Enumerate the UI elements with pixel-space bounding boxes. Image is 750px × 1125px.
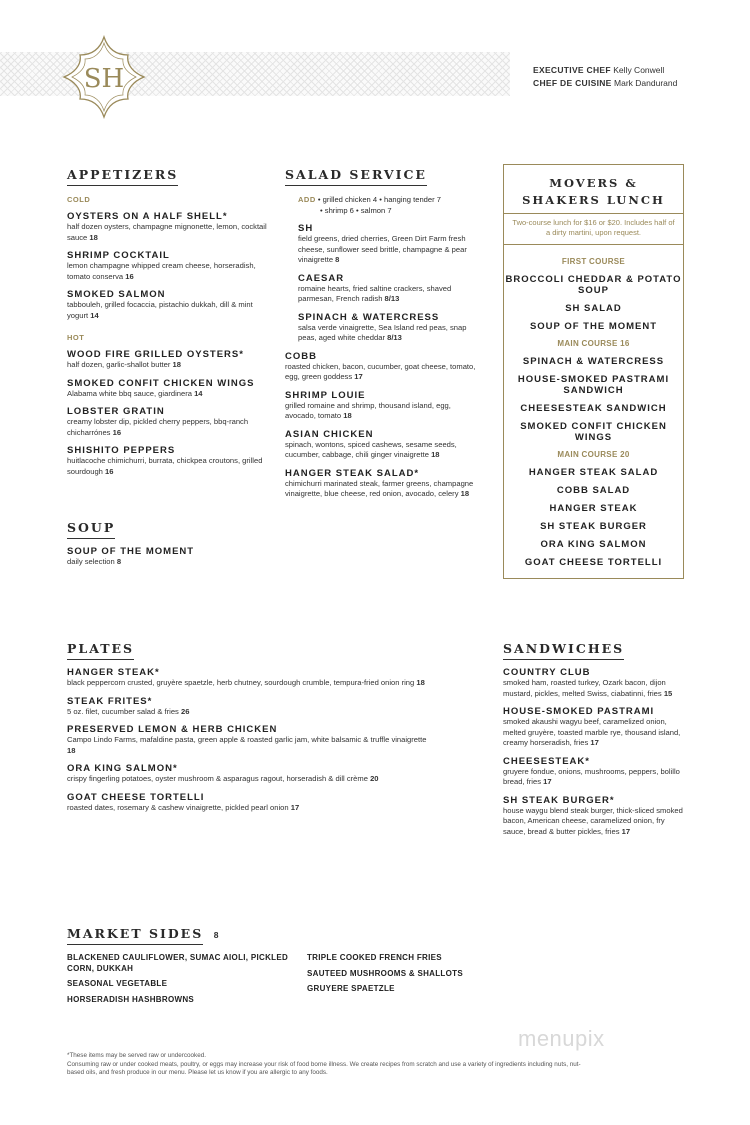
menu-item-desc: field greens, dried cherries, Green Dirt Farm fresh cheese, sunflower seed brittle, champagne & pear vinaigrette 8: [298, 234, 467, 264]
menu-item-shishito-peppers: [67, 445, 267, 477]
menu-item-cheesesteak: [503, 756, 683, 788]
menu-item-ora-king-salmon: [67, 763, 427, 785]
soup-section: [67, 519, 267, 568]
main-course-16-label: MAIN COURSE 16: [557, 339, 630, 348]
lunch-item-sh-salad: SH SALAD: [565, 303, 622, 314]
hot-label: HOT: [67, 333, 85, 342]
sandwiches-title: SANDWICHES: [503, 641, 624, 660]
menu-item-name: SH STEAK BURGER*: [503, 794, 615, 806]
menu-item-price: 26: [180, 706, 190, 716]
menu-item-smoked-salmon: [67, 289, 267, 321]
lunch-item-broccoli-cheddar-potato-soup: BROCCOLI CHEDDAR & POTATO SOUP: [505, 274, 682, 296]
exec-chef-name: Kelly Conwell: [613, 65, 665, 75]
cdc-label: CHEF DE CUISINE: [533, 78, 612, 88]
lunch-rule-bottom: [504, 244, 683, 245]
menu-item-desc: romaine hearts, fried saltine crackers, shaved parmesan, French radish 8/13: [298, 283, 452, 303]
menu-item-price: 15: [663, 688, 673, 698]
appetizers-section: [67, 166, 267, 477]
menu-item-desc: salsa verde vinaigrette, Sea Island red peas, snap peas, aged white cheddar 8/13: [298, 322, 467, 342]
appetizers-title: APPETIZERS: [67, 167, 178, 186]
lunch-item-spinach-watercress: SPINACH & WATERCRESS: [522, 356, 665, 367]
menu-item-soup-of-the-moment: [67, 546, 267, 568]
menu-item-desc: Alabama white bbq sauce, giardinera 14: [67, 388, 203, 398]
menu-item-desc: grilled romaine and shrimp, thousand island, egg, avocado, tomato 18: [285, 400, 451, 420]
menu-item-price: 8/13: [387, 333, 402, 342]
lunch-title-line1: MOVERS &: [549, 176, 638, 190]
lunch-item-soup-of-the-moment: SOUP OF THE MOMENT: [529, 321, 658, 332]
side-blackened-cauliflower-sumac-aioli-pickled-corn-dukkah: BLACKENED CAULIFLOWER, SUMAC AIOLI, PICKLED CORN, DUKKAH: [67, 953, 289, 973]
menu-item-name: STEAK FRITES*: [67, 695, 153, 707]
cold-label: COLD: [67, 195, 91, 204]
menu-item-desc: chimichurri marinated steak, farmer greens, champagne vinaigrette, blue cheese, red onion, avocado, celery 18: [285, 478, 474, 498]
menu-item-desc: half dozen, garlic-shallot butter 18: [67, 360, 181, 369]
menu-item-price: 14: [194, 388, 203, 398]
menu-item-price: 18: [460, 489, 470, 498]
sandwiches-section: [503, 640, 683, 837]
salad-add-ons: [285, 194, 483, 216]
add-label: ADD: [298, 195, 316, 204]
side-gruyere-spaetzle: GRUYERE SPAETZLE: [307, 984, 395, 993]
menu-item-desc: black peppercorn crusted, gruyère spaetzle, herb chutney, sourdough crumble, tempura-fried onion ring 18: [67, 678, 425, 687]
menu-item-price: 17: [543, 777, 552, 786]
soup-title: SOUP: [67, 520, 115, 539]
footer-line-1: *These items may be served raw or undercooked.: [67, 1052, 206, 1059]
menu-item-name: SHRIMP COCKTAIL: [67, 250, 170, 261]
menu-item-desc: smoked ham, roasted turkey, Ozark bacon, dijon mustard, pickles, melted Swiss, ciabatinni, fries 15: [503, 678, 673, 698]
menu-item-price: 14: [90, 310, 99, 320]
menu-item-price: 18: [67, 745, 76, 755]
menu-item-name: OYSTERS ON A HALF SHELL*: [67, 211, 228, 222]
menu-item-preserved-lemon-herb-chicken: [67, 724, 427, 756]
side-horseradish-hashbrowns: HORSERADISH HASHBROWNS: [67, 994, 195, 1004]
menu-item-name: ORA KING SALMON*: [67, 763, 178, 774]
lunch-box: [503, 164, 684, 579]
menu-item-cobb: [285, 351, 483, 383]
menu-item-spinach-watercress: [298, 312, 483, 344]
menu-item-price: 18: [416, 678, 425, 687]
menu-item-country-club: [503, 667, 683, 699]
menu-item-name: HANGER STEAK SALAD*: [285, 467, 420, 479]
salad-section: [285, 166, 483, 500]
menu-item-desc: Campo Lindo Farms, mafaldine pasta, green apple & roasted garlic jam, white balsamic & truffle vinaigrette 18: [67, 735, 427, 755]
menu-item-price: 8: [116, 557, 122, 566]
menu-item-name: LOBSTER GRATIN: [67, 406, 165, 417]
menu-item-price: 18: [172, 360, 181, 369]
menu-item-price: 20: [370, 774, 379, 783]
side-triple-cooked-french-fries: TRIPLE COOKED FRENCH FRIES: [307, 953, 442, 962]
plates-title: PLATES: [67, 641, 134, 660]
sides-title: MARKET SIDES: [67, 926, 203, 945]
menu-item-name: SMOKED SALMON: [67, 289, 166, 300]
menu-item-house-smoked-pastrami: [503, 706, 683, 749]
menu-item-shrimp-louie: [285, 390, 483, 422]
menu-item-name: SMOKED CONFIT CHICKEN WINGS: [67, 377, 255, 389]
lunch-item-sh-steak-burger: SH STEAK BURGER: [540, 521, 647, 532]
cdc-name: Mark Dandurand: [614, 78, 678, 88]
lunch-item-smoked-confit-chicken-wings: SMOKED CONFIT CHICKEN WINGS: [520, 421, 667, 443]
menu-item-desc: tabbouleh, grilled focaccia, pistachio dukkah, dill & mint yogurt 14: [67, 300, 253, 320]
add-line-2: • shrimp 6 • salmon 7: [320, 206, 392, 215]
menu-item-name: CHEESESTEAK*: [503, 755, 590, 767]
side-sauteed-mushrooms-shallots: SAUTEED MUSHROOMS & SHALLOTS: [307, 968, 463, 978]
menu-item-desc: spinach, wontons, spiced cashews, sesame seeds, cucumber, cabbage, chili ginger vinaigrette 18: [285, 439, 457, 459]
menu-item-lobster-gratin: [67, 406, 267, 438]
menu-item-price: 8: [335, 255, 340, 264]
side-seasonal-vegetable: SEASONAL VEGETABLE: [67, 979, 168, 988]
menu-item-desc: lemon champagne whipped cream cheese, horseradish, tomato conserva 16: [67, 261, 256, 281]
menu-item-price: 17: [290, 802, 300, 812]
menu-item-price: 8/13: [384, 294, 400, 303]
lunch-item-cheesesteak-sandwich: CHEESESTEAK SANDWICH: [520, 403, 667, 414]
menu-item-steak-frites: [67, 696, 427, 718]
menu-item-hanger-steak: [67, 667, 427, 689]
menu-item-price: 17: [621, 826, 631, 836]
lunch-item-hanger-steak-salad: HANGER STEAK SALAD: [528, 467, 659, 478]
lunch-item-cobb-salad: COBB SALAD: [556, 485, 631, 496]
main-course-20-label: MAIN COURSE 20: [557, 450, 630, 459]
menu-item-price: 16: [125, 271, 134, 281]
footer-disclaimer: [67, 1052, 587, 1078]
menu-item-desc: huitlacoche chimichurri, burrata, chickpea croutons, grilled sourdough 16: [67, 456, 263, 476]
lunch-item-hanger-steak: HANGER STEAK: [549, 503, 638, 514]
menu-item-caesar: [298, 273, 483, 305]
salad-title: SALAD SERVICE: [285, 167, 427, 186]
first-course-label: FIRST COURSE: [561, 257, 626, 266]
menu-item-name: COBB: [285, 350, 317, 362]
menu-item-price: 17: [590, 738, 599, 747]
menu-item-desc: creamy lobster dip, pickled cherry peppers, bbq-ranch chicharrónes 16: [67, 417, 249, 437]
exec-chef-label: EXECUTIVE CHEF: [533, 65, 611, 75]
menu-item-name: WOOD FIRE GRILLED OYSTERS*: [67, 349, 244, 360]
menu-item-asian-chicken: [285, 429, 483, 461]
menu-item-price: 18: [89, 232, 98, 242]
watermark: menupix: [518, 1026, 605, 1051]
menu-item-name: HANGER STEAK*: [67, 667, 160, 678]
menu-item-sh: [298, 223, 483, 266]
menu-item-price: 18: [343, 411, 352, 420]
sh-logo: [62, 35, 146, 119]
menu-item-price: 18: [431, 450, 440, 459]
lunch-item-goat-cheese-tortelli: GOAT CHEESE TORTELLI: [524, 557, 663, 568]
lunch-title-line2: SHAKERS LUNCH: [522, 193, 665, 207]
menu-item-price: 16: [105, 466, 114, 476]
menu-item-name: CAESAR: [298, 272, 345, 284]
menu-item-name: ASIAN CHICKEN: [285, 428, 374, 440]
menu-item-desc: 5 oz. filet, cucumber salad & fries 26: [67, 706, 190, 716]
add-line-1: • grilled chicken 4 • hanging tender 7: [317, 195, 441, 204]
menu-item-desc: half dozen oysters, champagne mignonette, lemon, cocktail sauce 18: [67, 222, 267, 242]
menu-item-oysters-on-a-half-shell: [67, 211, 267, 243]
menu-item-goat-cheese-tortelli: [67, 792, 427, 814]
menu-item-name: COUNTRY CLUB: [503, 667, 591, 678]
menu-item-name: SHRIMP LOUIE: [285, 389, 366, 401]
menu-item-desc: crispy fingerling potatoes, oyster mushroom & asparagus ragout, horseradish & dill crème 20: [67, 774, 379, 783]
footer-line-2: Consuming raw or under cooked meats, poultry, or eggs may increase your risk of food borne illness. We create recipes from scratch and use a variety of ingredients including nuts, nut-based oils, and fresh produce in our menu. Please let us know if you are allergic to any foods.: [67, 1060, 581, 1076]
menu-item-price: 16: [112, 427, 122, 437]
menu-item-price: 17: [354, 372, 363, 381]
lunch-item-house-smoked-pastrami-sandwich: HOUSE-SMOKED PASTRAMI SANDWICH: [517, 374, 670, 396]
menu-item-name: SPINACH & WATERCRESS: [298, 311, 440, 323]
menu-item-desc: roasted dates, rosemary & cashew vinaigrette, pickled pearl onion 17: [67, 802, 300, 812]
sides-price: 8: [213, 930, 219, 940]
menu-item-hanger-steak-salad: [285, 468, 483, 500]
menu-item-name: GOAT CHEESE TORTELLI: [67, 791, 205, 803]
plates-section: [67, 640, 427, 813]
chef-credits: [533, 64, 677, 90]
menu-item-smoked-confit-chicken-wings: [67, 378, 267, 400]
lunch-title: [504, 175, 683, 209]
lunch-note: Two-course lunch for $16 or $20. Includes half of a dirty martini, upon request.: [512, 218, 675, 237]
menu-item-sh-steak-burger: [503, 795, 683, 838]
lunch-item-ora-king-salmon: ORA KING SALMON: [540, 539, 647, 550]
menu-item-name: SHISHITO PEPPERS: [67, 445, 176, 456]
sides-section: [67, 925, 547, 1010]
menu-item-shrimp-cocktail: [67, 250, 267, 282]
menu-item-desc: daily selection 8: [67, 557, 122, 566]
menu-item-name: PRESERVED LEMON & HERB CHICKEN: [67, 724, 278, 735]
logo-text: SH: [83, 64, 125, 94]
menu-item-wood-fire-grilled-oysters: [67, 349, 267, 371]
menu-item-desc: gruyere fondue, onions, mushrooms, peppers, bolillo bread, fries 17: [503, 766, 680, 786]
menu-item-name: HOUSE-SMOKED PASTRAMI: [503, 706, 655, 717]
menu-item-desc: house waygu blend steak burger, thick-sliced smoked bacon, American cheese, caramelized onion, fry sauce, bread & butter pickles, fries 17: [503, 805, 683, 836]
menu-item-desc: roasted chicken, bacon, cucumber, goat cheese, tomato, egg, green goddess 17: [285, 361, 476, 381]
menu-item-desc: smoked akaushi wagyu beef, caramelized onion, melted gruyère, toasted marble rye, thousand island, creamy horseradish, fries 17: [503, 717, 681, 747]
menu-item-name: SH: [298, 223, 314, 234]
menu-item-name: SOUP OF THE MOMENT: [67, 546, 195, 557]
